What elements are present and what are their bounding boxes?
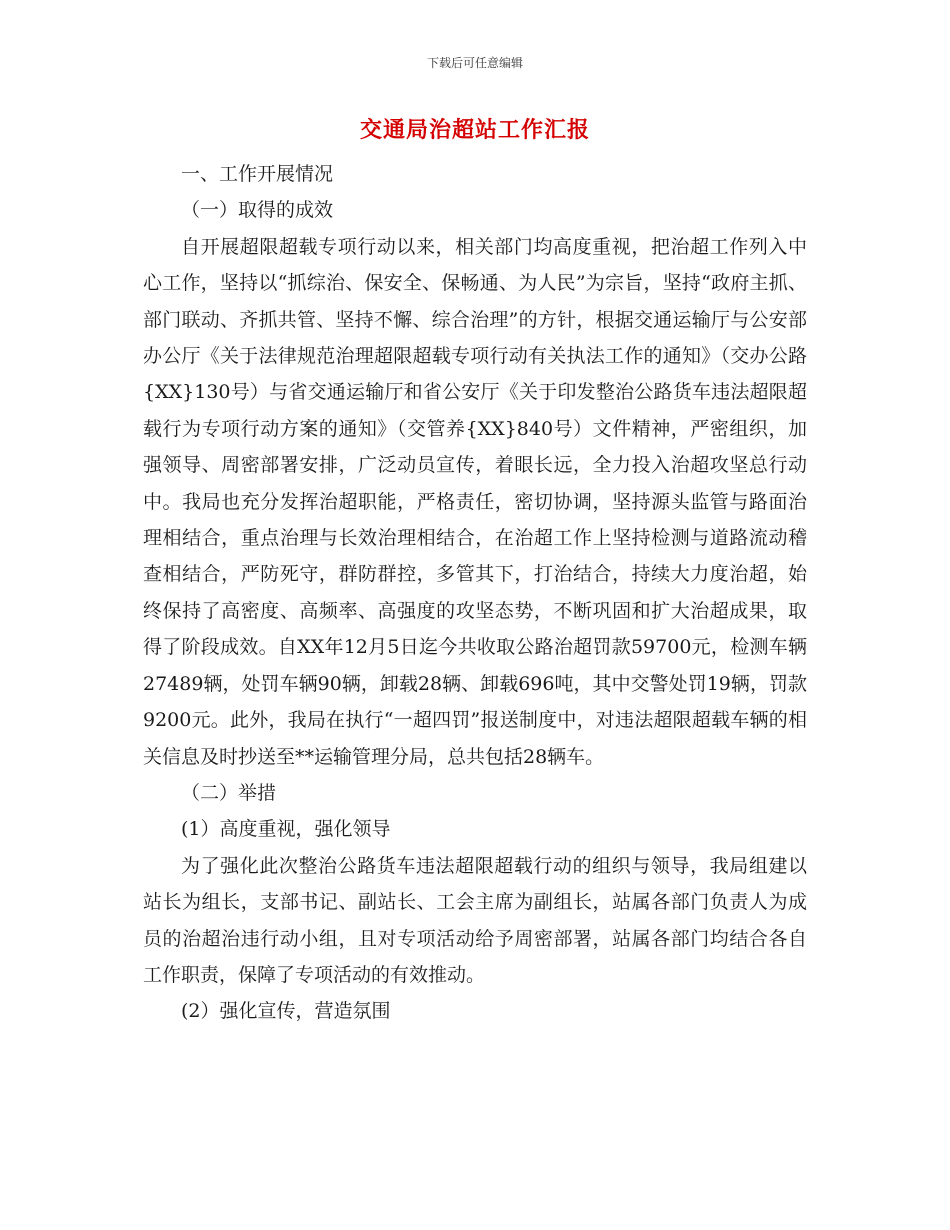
subsection-heading: （二）举措 <box>181 781 277 804</box>
document-title: 交通局治超站工作汇报 <box>359 118 590 143</box>
document-body <box>143 156 807 1030</box>
paragraph: 为了强化此次整治公路货车违法超限超载行动的组织与领导，我局组建以站长为组长，支部书记、副站长、工会主席为副组长，站属各部门负责人为成员的治超治违行动小组，且对专项活动给予周密部署，站属各部门均结合各自工作职责，保障了专项活动的有效推动。 <box>143 854 807 986</box>
list-item-heading: (1）高度重视，强化领导 <box>181 818 391 841</box>
subsection-heading: （一）取得的成效 <box>181 199 334 222</box>
list-item-heading: (2）强化宣传，营造氛围 <box>181 1000 391 1023</box>
section-heading: 一、工作开展情况 <box>181 163 334 185</box>
header-note: 下载后可任意编辑 <box>426 56 523 70</box>
paragraph: 自开展超限超载专项行动以来，相关部门均高度重视，把治超工作列入中心工作，坚持以“抓综治、保安全、保畅通、为人民”为宗旨，坚持“政府主抓、部门联动、齐抓共管、坚持不懈、综合治理”的方针，根据交通运输厅与公安部办公厅《关于法律规范治理超限超载专项行动有关执法工作的通知》（交办公路{XX}130号）与省交通运输厅和省公安厅《关于印发整治公路货车违法超限超载行为专项行动方案的通知》（交管养{XX}840号）文件精神，严密组织，加强领导、周密部署安排，广泛动员宣传，着眼长远，全力投入治超攻坚总行动中。我局也充分发挥治超职能，严格责任，密切协调，坚持源头监管与路面治理相结合，重点治理与长效治理相结合，在治超工作上坚持检测与道路流动稽查相结合，严防死守，群防群控，多管其下，打治结合，持续大力度治超，始终保持了高密度、高频率、高强度的攻坚态势，不断巩固和扩大治超成果，取得了阶段成效。自XX年12月5日迄今共收取公路治超罚款59700元，检测车辆27489辆，处罚车辆90辆，卸载28辆、卸载696吨，其中交警处罚19辆，罚款9200元。此外，我局在执行“一超四罚”报送制度中，对违法超限超载车辆的相关信息及时抄送至**运输管理分局，总共包括28辆车。 <box>143 235 807 768</box>
